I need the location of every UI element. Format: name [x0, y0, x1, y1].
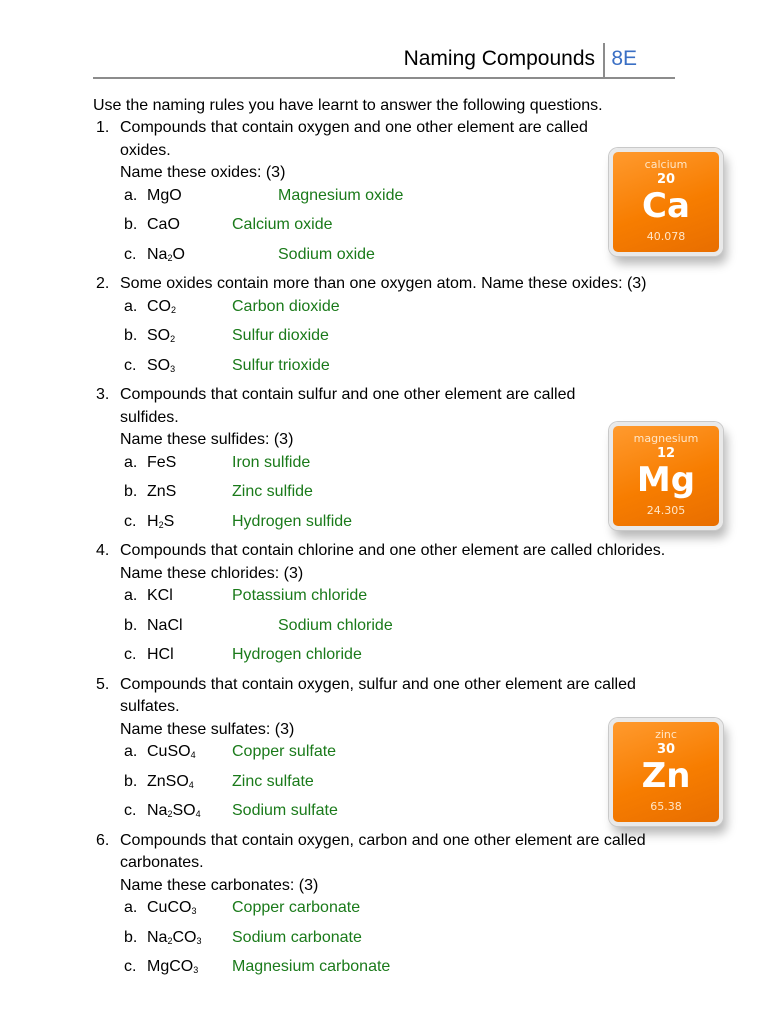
question-5	[93, 674, 668, 830]
answer-text: Magnesium oxide	[278, 186, 404, 204]
answer-text: Sodium carbonate	[232, 928, 362, 946]
item-letter: c.	[124, 646, 137, 663]
chemical-formula: FeS	[147, 453, 177, 471]
question-4	[93, 540, 668, 674]
list-item	[120, 481, 668, 511]
chemical-formula: CuCO$_3$	[147, 899, 197, 916]
question-text: Compounds that contain oxygen and one other element are called oxides.	[120, 119, 588, 159]
chemical-formula: CaO	[147, 216, 180, 233]
question-3	[93, 384, 668, 540]
list-item	[120, 615, 668, 645]
list-item	[120, 897, 668, 927]
list-item	[120, 296, 668, 326]
chemical-formula: $Na_2CO_3$	[147, 928, 202, 946]
answer-text: Sulfur dioxide	[232, 327, 329, 344]
atomic-mass: 65.38	[650, 800, 682, 813]
question-prompt: Name these chlorides: (3)	[120, 564, 304, 582]
answer-text: Potassium chloride	[232, 587, 368, 604]
element-name: magnesium	[633, 432, 699, 445]
chemical-formula: $SO_2$	[147, 327, 176, 344]
question-number: 6.	[96, 831, 110, 849]
answer-text: Copper carbonate	[232, 899, 361, 916]
answer-list	[120, 897, 668, 986]
question-number: 1.	[96, 119, 110, 136]
element-tile-zinc	[609, 718, 723, 826]
chemical-formula: CuSO$_4$	[147, 743, 196, 760]
element-name: calcium	[644, 158, 688, 171]
list-item	[120, 644, 668, 674]
item-letter: c.	[124, 802, 137, 819]
list-item	[120, 244, 668, 274]
atomic-mass: 24.305	[646, 504, 686, 517]
question-prompt: Name these oxides: (3)	[120, 164, 286, 181]
question-text: Compounds that contain oxygen, carbon and one other element are called carbonates.	[120, 831, 646, 871]
question-6	[93, 830, 668, 986]
item-letter: c.	[124, 245, 137, 263]
chemical-formula: $Na_2O$	[147, 245, 185, 263]
chemical-formula: MgCO$_3$	[147, 958, 199, 975]
answer-text: Hydrogen chloride	[232, 646, 362, 663]
answer-list	[120, 585, 668, 674]
list-item	[120, 511, 668, 541]
page-header	[93, 43, 675, 79]
item-letter: a.	[124, 587, 138, 604]
answer-text: Magnesium carbonate	[232, 958, 391, 975]
question-number: 2.	[96, 275, 110, 292]
chemical-formula: MgO	[147, 186, 182, 204]
question-text: Compounds that contain chlorine and one other element are called chlorides.	[120, 542, 666, 559]
item-letter: a.	[124, 186, 138, 204]
answer-text: Sodium chloride	[278, 616, 393, 634]
answer-text: Zinc sulfate	[232, 772, 314, 790]
chemical-formula: $SO_3$	[147, 356, 176, 374]
question-prompt: Name these carbonates: (3)	[120, 876, 319, 894]
chemical-formula: KCl	[147, 587, 173, 604]
item-letter: a.	[124, 743, 138, 760]
list-item	[120, 214, 668, 244]
list-item	[120, 452, 668, 482]
list-item	[120, 800, 668, 830]
element-tile-magnesium	[609, 422, 723, 530]
atomic-number: 20	[656, 172, 676, 187]
item-letter: b.	[124, 483, 138, 500]
question-1	[93, 117, 668, 273]
list-item	[120, 185, 668, 215]
question-number: 4.	[96, 542, 110, 559]
list-item	[120, 325, 668, 355]
element-name: zinc	[655, 728, 677, 741]
element-symbol: Ca	[642, 186, 690, 226]
chemical-formula: HCl	[147, 646, 174, 663]
answer-list	[120, 741, 668, 830]
question-2	[93, 273, 668, 384]
item-letter: c.	[124, 512, 137, 530]
header-divider	[603, 43, 605, 77]
question-text: Compounds that contain oxygen, sulfur and one other element are called sulfates.	[120, 675, 636, 715]
item-letter: c.	[124, 356, 137, 374]
answer-text: Hydrogen sulfide	[232, 512, 353, 530]
item-letter: b.	[124, 327, 138, 344]
question-prompt: Name these sulfides: (3)	[120, 431, 294, 448]
list-item	[120, 927, 668, 957]
list-item	[120, 585, 668, 615]
atomic-mass: 40.078	[646, 230, 686, 243]
element-symbol: Mg	[636, 460, 696, 500]
answer-text: Zinc sulfide	[232, 483, 313, 500]
answer-list	[120, 452, 668, 541]
question-list	[93, 117, 668, 986]
atomic-number: 12	[656, 446, 676, 461]
question-number: 5.	[96, 675, 110, 693]
element-tile-calcium	[609, 148, 723, 256]
answer-list	[120, 296, 668, 385]
atomic-number: 30	[656, 742, 676, 757]
item-letter: a.	[124, 297, 138, 315]
answer-text: Sulfur trioxide	[232, 356, 330, 374]
chemical-formula: $CO_2$	[147, 297, 177, 315]
page-title: Naming Compounds	[403, 47, 595, 70]
item-letter: b.	[124, 772, 138, 790]
answer-list	[120, 185, 668, 274]
item-letter: b.	[124, 216, 138, 233]
answer-text: Calcium oxide	[232, 216, 333, 233]
item-letter: b.	[124, 928, 138, 946]
item-letter: a.	[124, 453, 138, 471]
element-symbol: Zn	[641, 756, 691, 796]
answer-text: Iron sulfide	[232, 453, 311, 471]
list-item	[120, 741, 668, 771]
answer-text: Sodium sulfate	[232, 802, 338, 819]
item-letter: a.	[124, 899, 138, 916]
question-text: Some oxides contain more than one oxygen atom. Name these oxides: (3)	[120, 275, 647, 292]
question-prompt: Name these sulfates: (3)	[120, 720, 295, 738]
item-letter: b.	[124, 616, 138, 634]
question-text: Compounds that contain sulfur and one other element are called sulfides.	[120, 386, 576, 426]
question-number: 3.	[96, 386, 110, 403]
answer-text: Copper sulfate	[232, 743, 337, 760]
chemical-formula: $H_2S$	[147, 512, 175, 530]
chemical-formula: ZnSO$_4$	[147, 772, 194, 790]
instructions: Use the naming rules you have learnt to answer the following questions.	[93, 97, 603, 114]
list-item	[120, 355, 668, 385]
answer-text: Sodium oxide	[278, 245, 375, 263]
chemical-formula: ZnS	[147, 483, 177, 500]
item-letter: c.	[124, 958, 137, 975]
unit-code: 8E	[611, 47, 637, 70]
list-item	[120, 956, 668, 986]
chemical-formula: $Na_2SO_4$	[147, 802, 201, 819]
list-item	[120, 771, 668, 801]
answer-text: Carbon dioxide	[232, 297, 340, 315]
chemical-formula: NaCl	[147, 616, 183, 634]
